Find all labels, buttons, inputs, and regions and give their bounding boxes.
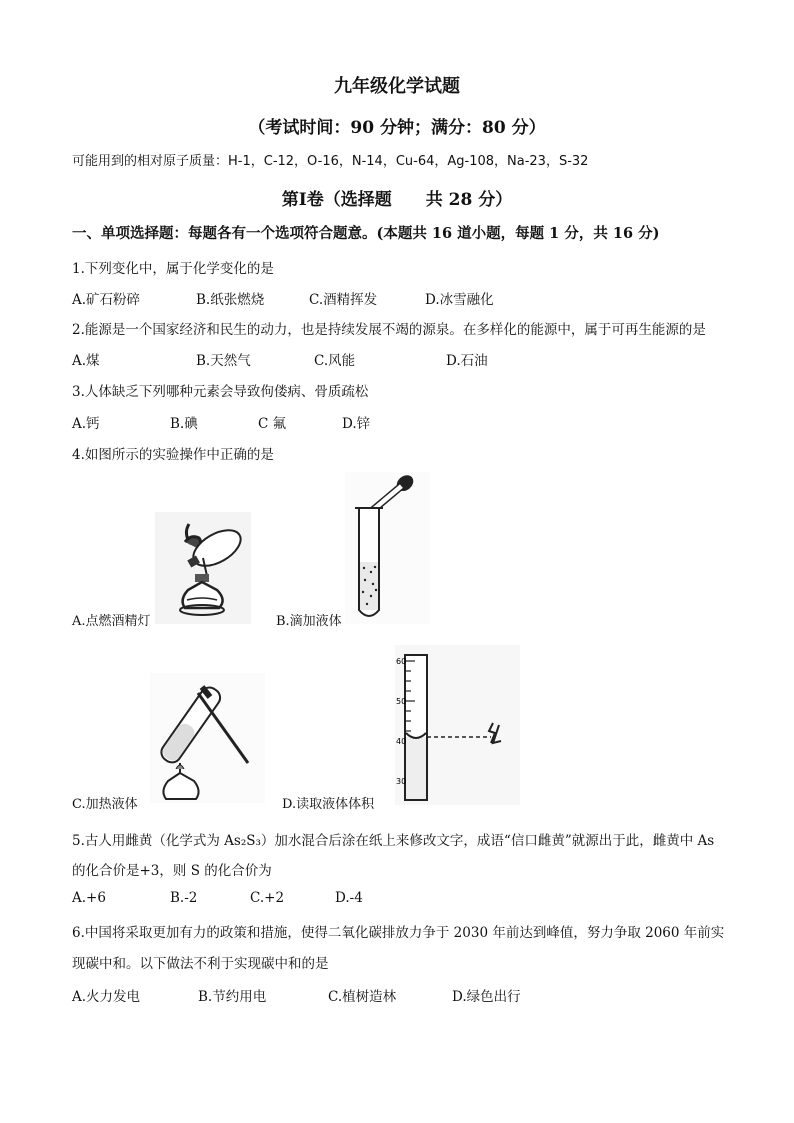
figure-d-reading-volume bbox=[395, 645, 520, 805]
question-3-stem: 3.人体缺乏下列哪种元素会导致佝偻病、骨质疏松 bbox=[72, 384, 369, 400]
exam-subtitle: （考试时间：90 分钟；满分：80 分） bbox=[248, 118, 546, 138]
question-2-option-a[interactable]: A.煤 bbox=[72, 353, 100, 369]
question-3-option-d[interactable]: D.锌 bbox=[342, 416, 371, 432]
question-6-option-a[interactable]: A.火力发电 bbox=[72, 989, 141, 1005]
question-2-option-d[interactable]: D.石油 bbox=[446, 353, 488, 369]
question-2-stem: 2.能源是一个国家经济和民生的动力，也是持续发展不竭的源泉。在多样化的能源中，属于可再生能源的是 bbox=[72, 322, 706, 338]
question-6-option-c[interactable]: C.植树造林 bbox=[328, 989, 397, 1005]
figure-a-caption: A.点燃酒精灯 bbox=[72, 614, 151, 629]
figure-b-caption: B.滴加液体 bbox=[276, 614, 342, 629]
question-6-stem-line2: 现碳中和。以下做法不利于实现碳中和的是 bbox=[72, 956, 329, 972]
question-1-stem: 1.下列变化中，属于化学变化的是 bbox=[72, 261, 274, 277]
figure-c-caption: C.加热液体 bbox=[72, 797, 138, 812]
question-1-option-d[interactable]: D.冰雪融化 bbox=[425, 292, 494, 308]
question-1-option-c[interactable]: C.酒精挥发 bbox=[309, 292, 378, 308]
question-4-stem: 4.如图所示的实验操作中正确的是 bbox=[72, 447, 274, 463]
question-5-option-a[interactable]: A.+6 bbox=[72, 890, 106, 906]
scale-label-60: 60 bbox=[396, 657, 407, 666]
scale-label-40: 40 bbox=[396, 737, 407, 746]
scale-label-50: 50 bbox=[396, 697, 407, 706]
scale-label-30: 30 bbox=[396, 777, 407, 786]
section-title: 第Ⅰ卷（选择题 共 28 分） bbox=[281, 190, 513, 210]
question-6-stem-line1: 6.中国将采取更加有力的政策和措施，使得二氧化碳排放力争于 2030 年前达到峰值，努力争取 2060 年前实 bbox=[72, 925, 725, 941]
question-5-option-b[interactable]: B.-2 bbox=[170, 890, 198, 906]
question-3-option-c[interactable]: C 氟 bbox=[258, 416, 287, 432]
question-3-option-b[interactable]: B.碘 bbox=[170, 416, 198, 432]
question-5-stem-line2: 的化合价是+3，则 S 的化合价为 bbox=[72, 863, 272, 879]
question-6-option-d[interactable]: D.绿色出行 bbox=[452, 989, 521, 1005]
question-2-option-b[interactable]: B.天然气 bbox=[196, 353, 251, 369]
figure-a-lighting-lamp bbox=[155, 512, 251, 624]
section-instruction: 一、单项选择题：每题各有一个选项符合题意。(本题共 16 道小题，每题 1 分，共 16 分) bbox=[72, 225, 660, 242]
question-5-stem-line1: 5.古人用雌黄（化学式为 As₂S₃）加水混合后涂在纸上来修改文字，成语“信口雌黄”就源出于此，雌黄中 As bbox=[72, 833, 715, 849]
question-5-option-c[interactable]: C.+2 bbox=[250, 890, 285, 906]
question-6-option-b[interactable]: B.节约用电 bbox=[198, 989, 267, 1005]
figure-c-heating-liquid bbox=[150, 673, 265, 803]
question-3-option-a[interactable]: A.钙 bbox=[72, 416, 100, 432]
figure-b-dropping-liquid bbox=[345, 472, 430, 624]
question-2-option-c[interactable]: C.风能 bbox=[314, 353, 356, 369]
atomic-masses: 可能用到的相对原子质量：H-1，C-12，O-16，N-14，Cu-64，Ag-108，Na-23，S-32 bbox=[72, 154, 589, 169]
figure-d-caption: D.读取液体体积 bbox=[282, 797, 375, 812]
exam-title: 九年级化学试题 bbox=[334, 76, 460, 97]
question-1-option-a[interactable]: A.矿石粉碎 bbox=[72, 292, 141, 308]
question-5-option-d[interactable]: D.-4 bbox=[335, 890, 363, 906]
question-1-option-b[interactable]: B.纸张燃烧 bbox=[196, 292, 265, 308]
